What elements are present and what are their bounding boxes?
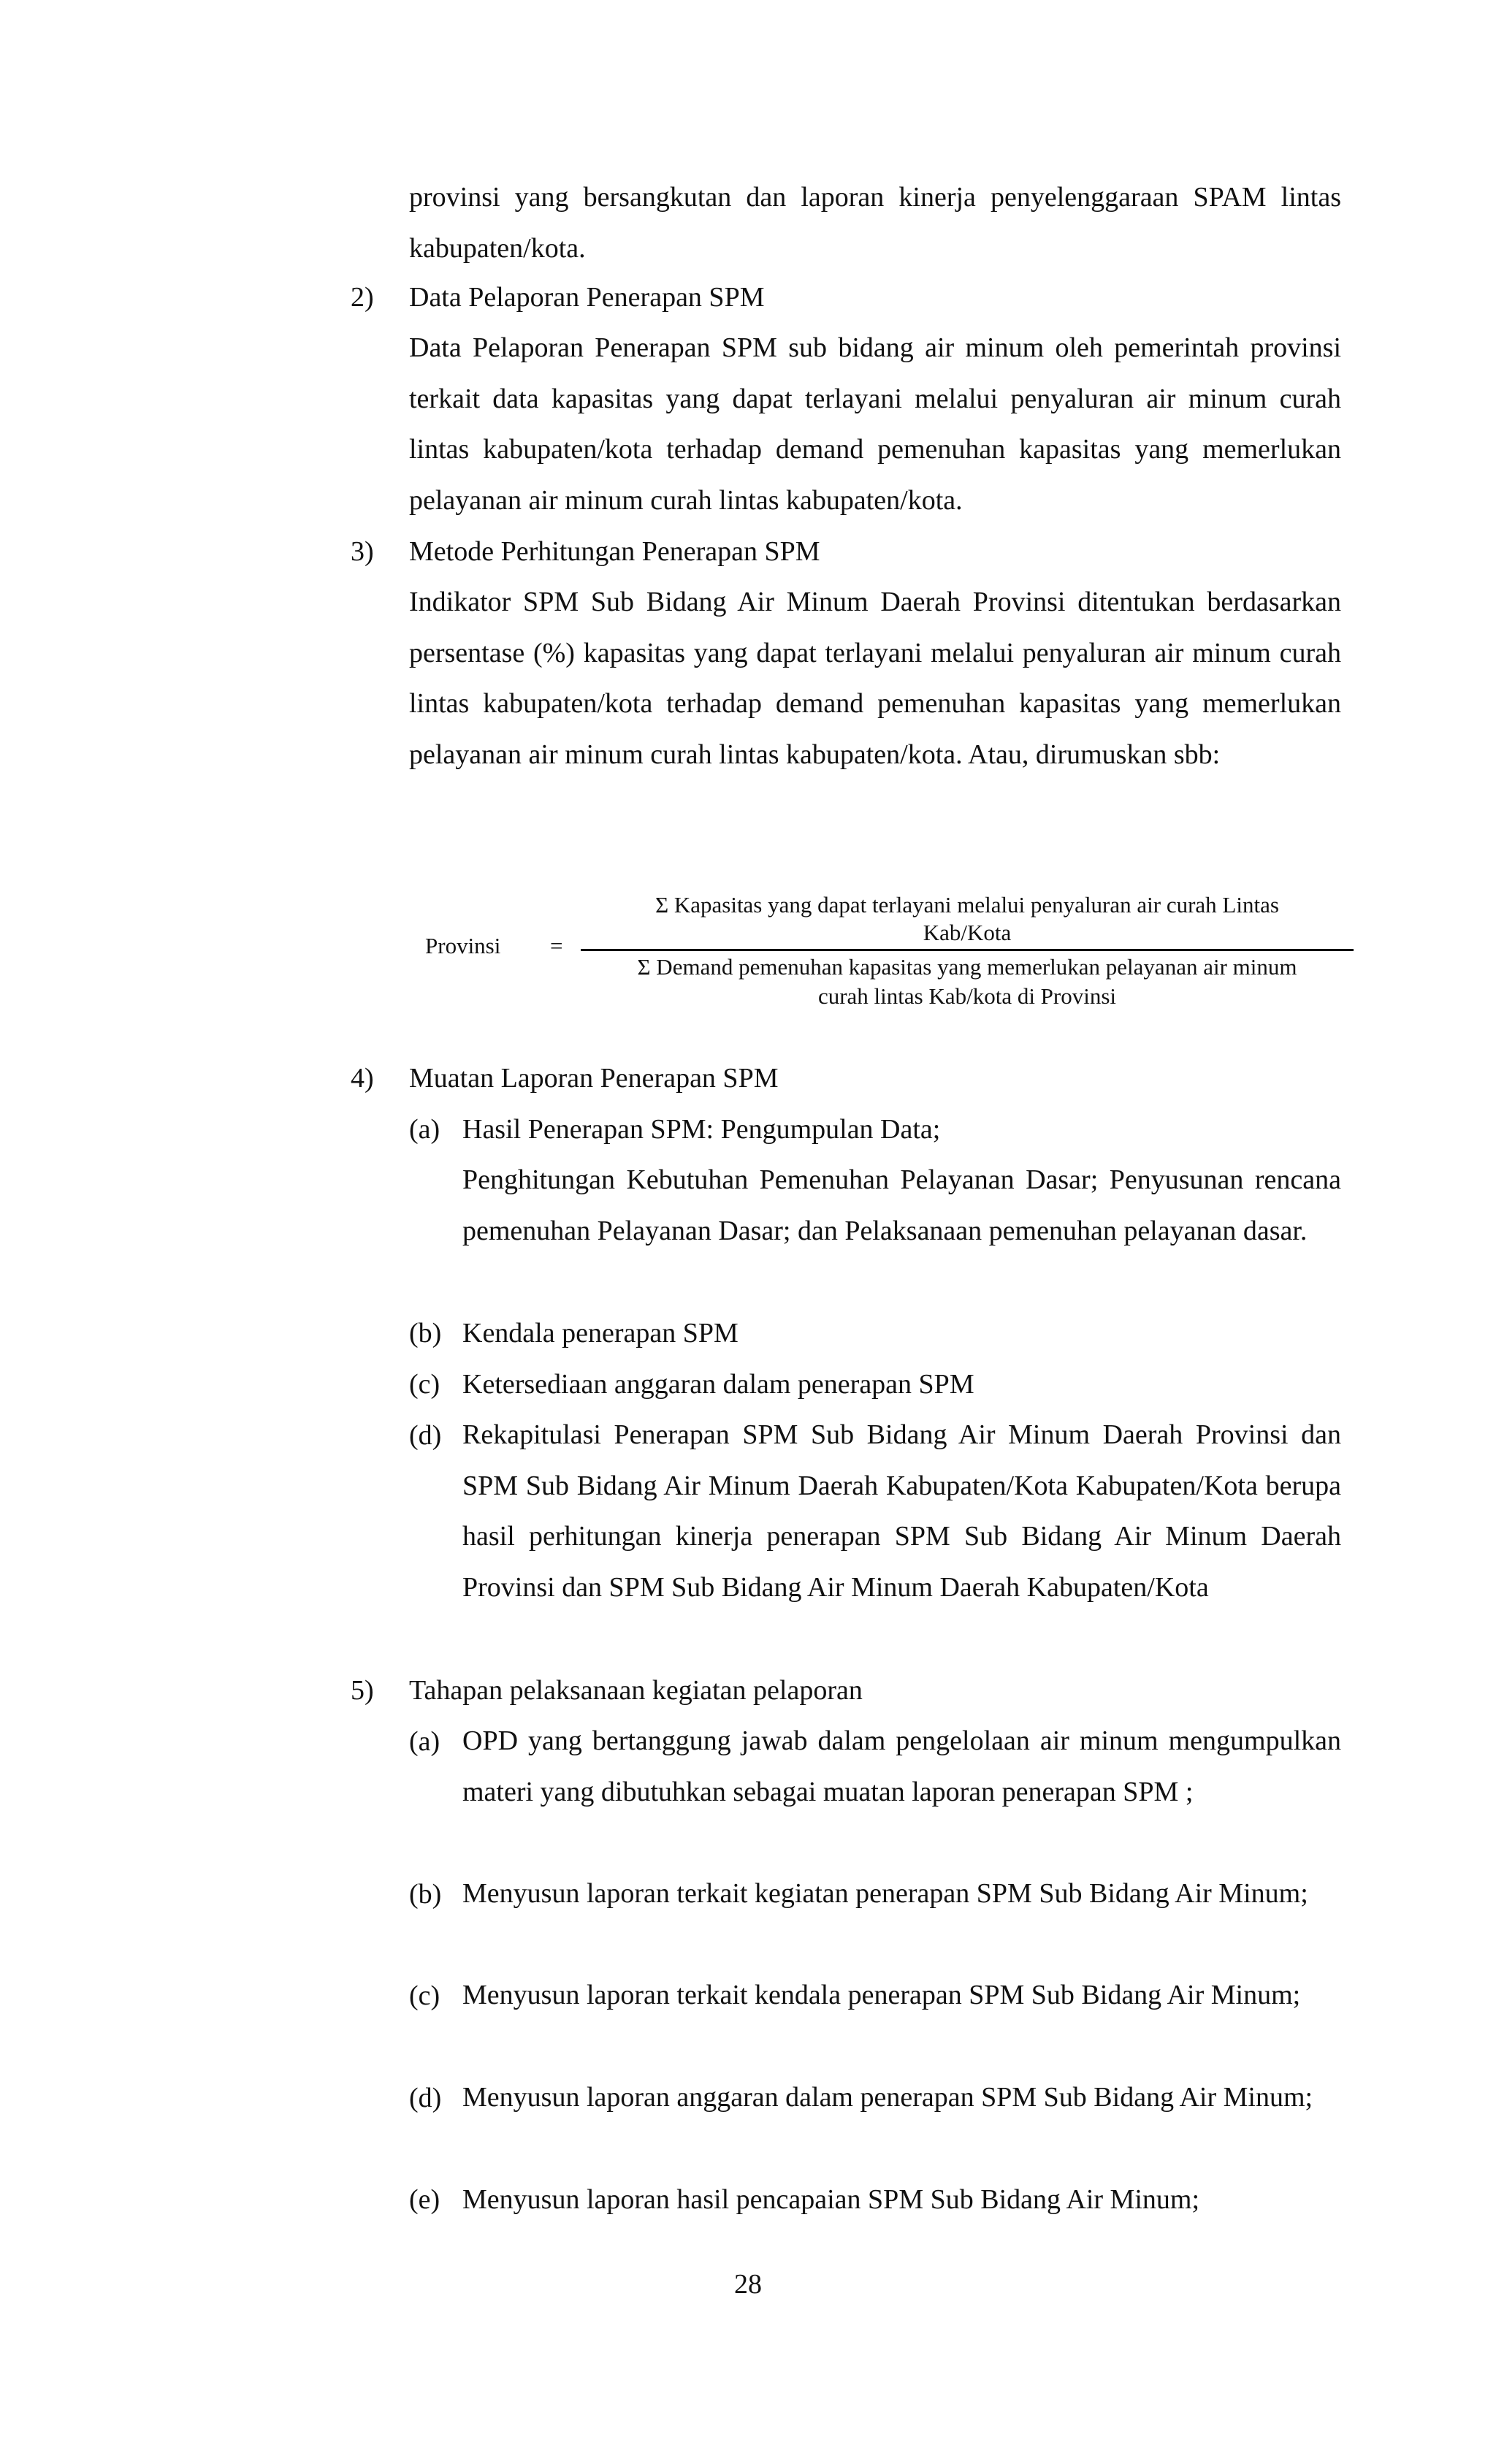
formula-denominator bbox=[581, 953, 1354, 1011]
item-2-body: Data Pelaporan Penerapan SPM sub bidang air minum oleh pemerintah provinsi terkait data kapasitas yang dapat terlayani melalui penyaluran air minum curah lintas kabupaten/kota terhadap demand pemenuhan kapasitas yang memerlukan pelayanan air minum curah lintas kabupaten/kota. bbox=[409, 332, 1341, 516]
item-5d-letter: (d) bbox=[409, 2083, 442, 2113]
page-number: 28 bbox=[734, 2269, 762, 2300]
item-5b-text: Menyusun laporan terkait kegiatan penerapan SPM Sub Bidang Air Minum; bbox=[462, 1878, 1308, 1909]
item-3-number: 3) bbox=[351, 536, 374, 567]
formula-equals: = bbox=[550, 933, 563, 958]
formula-numerator bbox=[581, 891, 1354, 947]
item-4d-letter: (d) bbox=[409, 1420, 442, 1451]
formula-label: Provinsi bbox=[425, 933, 501, 958]
item-4a-text: Hasil Penerapan SPM: Pengumpulan Data; bbox=[462, 1114, 941, 1145]
item-4a-letter: (a) bbox=[409, 1114, 440, 1145]
item-2-title: Data Pelaporan Penerapan SPM bbox=[409, 282, 765, 313]
item-5b-letter: (b) bbox=[409, 1879, 442, 1910]
formula-fraction bbox=[581, 891, 1354, 1015]
fraction-bar bbox=[581, 949, 1354, 951]
item-5a-letter: (a) bbox=[409, 1726, 440, 1757]
item-4-number: 4) bbox=[351, 1063, 374, 1094]
item-5c-text: Menyusun laporan terkait kendala penerapan SPM Sub Bidang Air Minum; bbox=[462, 1980, 1301, 2010]
item-4-title: Muatan Laporan Penerapan SPM bbox=[409, 1063, 779, 1094]
item-5-number: 5) bbox=[351, 1675, 374, 1706]
item-5e-text: Menyusun laporan hasil pencapaian SPM Sub Bidang Air Minum; bbox=[462, 2184, 1200, 2215]
item-5d-text: Menyusun laporan anggaran dalam penerapan SPM Sub Bidang Air Minum; bbox=[462, 2082, 1313, 2113]
numerator-line-1: Σ Kapasitas yang dapat terlayani melalui penyaluran air curah Lintas bbox=[655, 892, 1279, 918]
item-3-title: Metode Perhitungan Penerapan SPM bbox=[409, 536, 820, 567]
numerator-line-2: Kab/Kota bbox=[923, 920, 1012, 945]
item-4c-text: Ketersediaan anggaran dalam penerapan SPM bbox=[462, 1369, 974, 1400]
item-4c-letter: (c) bbox=[409, 1369, 440, 1400]
item-3-body: Indikator SPM Sub Bidang Air Minum Daerah Provinsi ditentukan berdasarkan persentase (%) kapasitas yang dapat terlayani melalui penyaluran air minum curah lintas kabupaten/kota terhadap demand pemenuhan kapasitas yang memerlukan pelayanan air minum curah lintas kabupaten/kota. Atau, dirumuskan sbb: bbox=[409, 587, 1341, 771]
item-4a-detail: Penghitungan Kebutuhan Pemenuhan Pelayanan Dasar; Penyusunan rencana pemenuhan Pelayanan Dasar; dan Pelaksanaan pemenuhan pelayanan dasar. bbox=[462, 1164, 1341, 1246]
denominator-line-2: curah lintas Kab/kota di Provinsi bbox=[817, 983, 1117, 1009]
continuation-paragraph: provinsi yang bersangkutan dan laporan kinerja penyelenggaraan SPAM lintas kabupaten/kota. bbox=[409, 182, 1341, 264]
item-5e-letter: (e) bbox=[409, 2184, 440, 2215]
item-5a-text: OPD yang bertanggung jawab dalam pengelolaan air minum mengumpulkan materi yang dibutuhkan sebagai muatan laporan penerapan SPM ; bbox=[462, 1725, 1341, 1807]
item-4d-text: Rekapitulasi Penerapan SPM Sub Bidang Air Minum Daerah Provinsi dan SPM Sub Bidang Air Minum Daerah Kabupaten/Kota Kabupaten/Kota berupa hasil perhitungan kinerja penerapan SPM Sub Bidang Air Minum Daerah Provinsi dan SPM Sub Bidang Air Minum Daerah Kabupaten/Kota bbox=[462, 1419, 1341, 1603]
item-5-title: Tahapan pelaksanaan kegiatan pelaporan bbox=[409, 1675, 863, 1706]
item-4b-letter: (b) bbox=[409, 1318, 442, 1349]
denominator-line-1: Σ Demand pemenuhan kapasitas yang memerlukan pelayanan air minum bbox=[637, 954, 1297, 980]
item-5c-letter: (c) bbox=[409, 1980, 440, 2011]
item-4b-text: Kendala penerapan SPM bbox=[462, 1318, 739, 1349]
item-2-number: 2) bbox=[351, 282, 374, 313]
